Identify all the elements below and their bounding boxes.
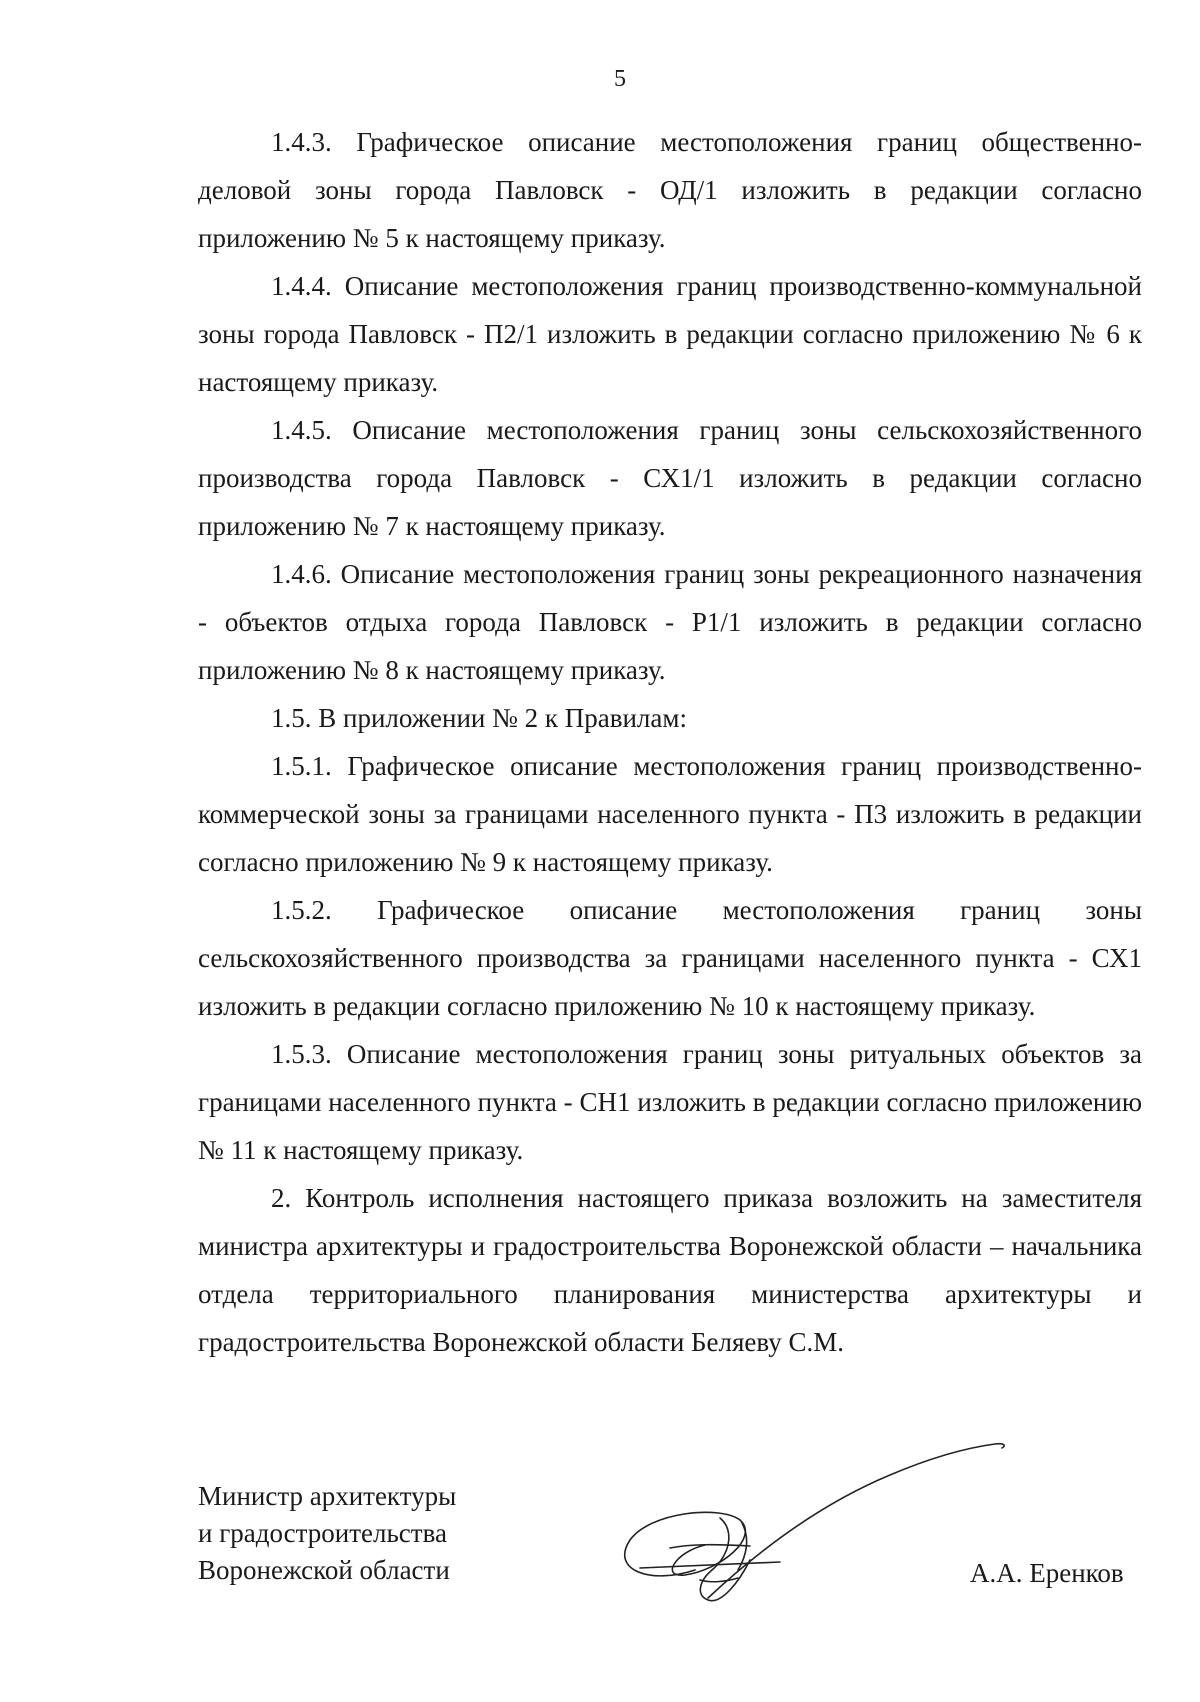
paragraph-2: 2. Контроль исполнения настоящего приказа возложить на заместителя министра архитектуры и градостроительства Воронежской области – начальника отдела территориального планирования министерства архитектуры и градостроительства Воронежской области Беляеву С.М. [198,1183,1142,1357]
paragraph-1-5-1: 1.5.1. Графическое описание местоположения границ производственно-коммерческой зоны за границами населенного пункта - П3 изложить в редакции согласно приложению № 9 к настоящему приказу. [198,751,1142,877]
document-body [198,118,1142,1366]
handwritten-signature [600,1420,1020,1650]
paragraph-1-5-3: 1.5.3. Описание местоположения границ зоны ритуальных объектов за границами населенного пункта - СН1 изложить в редакции согласно приложению № 11 к настоящему приказу. [198,1039,1142,1165]
paragraph-1-5-2: 1.5.2. Графическое описание местоположения границ зоны сельскохозяйственного производства за границами населенного пункта - СХ1 изложить в редакции согласно приложению № 10 к настоящему приказу. [198,895,1142,1021]
paragraph-1-5: 1.5. В приложении № 2 к Правилам: [271,703,687,733]
signatory-title-line: и градостроительства [198,1518,447,1548]
paragraph-1-4-4: 1.4.4. Описание местоположения границ производственно-коммунальной зоны города Павловск - П2/1 изложить в редакции согласно приложению № 6 к настоящему приказу. [198,271,1142,397]
signatory-title [198,1478,456,1589]
paragraph-1-4-6: 1.4.6. Описание местоположения границ зоны рекреационного назначения - объектов отдыха города Павловск - Р1/1 изложить в редакции согласно приложению № 8 к настоящему приказу. [198,559,1142,685]
paragraph-1-4-5: 1.4.5. Описание местоположения границ зоны сельскохозяйственного производства города Павловск - СХ1/1 изложить в редакции согласно приложению № 7 к настоящему приказу. [198,415,1142,541]
signatory-title-line: Министр архитектуры [198,1481,457,1511]
paragraph-1-4-3: 1.4.3. Графическое описание местоположения границ общественно-деловой зоны города Павловск - ОД/1 изложить в редакции согласно приложению № 5 к настоящему приказу. [198,127,1142,253]
signatory-title-line: Воронежской области [198,1555,450,1585]
signatory-name: А.А. Еренков [970,1558,1124,1588]
page-number: 5 [614,66,626,92]
